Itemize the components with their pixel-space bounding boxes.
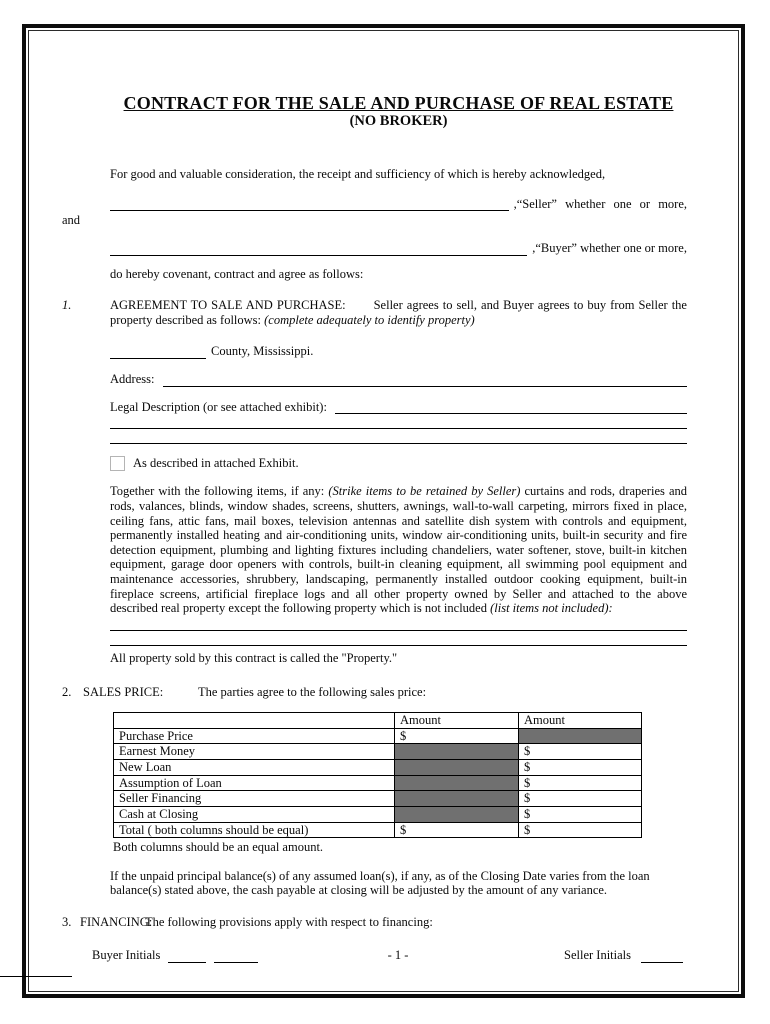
buyer-name-field[interactable]: [110, 242, 527, 256]
exhibit-checkbox-label: As described in attached Exhibit.: [133, 456, 299, 471]
section-3-number: 3.: [62, 915, 72, 929]
row-label: Cash at Closing: [114, 806, 395, 822]
blocked-cell: [395, 806, 519, 822]
amount-field[interactable]: $: [519, 775, 642, 791]
section-1-paragraph: [110, 298, 687, 327]
buyer-suffix-text: ,“Buyer” whether one or more,: [532, 240, 687, 255]
row-label: Total ( both columns should be equal): [114, 822, 395, 838]
equal-columns-note: Both columns should be an equal amount.: [113, 840, 324, 855]
amount-field[interactable]: $: [519, 806, 642, 822]
variance-note: If the unpaid principal balance(s) of any assumed loan(s), if any, as of the Closing Date varies from the loan balance(s) stated above, the cash payable at closing will be adjusted by the amount of any variance.: [110, 868, 650, 898]
section-1-heading: AGREEMENT TO SALE AND PURCHASE:: [110, 298, 346, 313]
list-items-instruction: (list items not included):: [490, 601, 613, 616]
table-row-purchase-price: [114, 728, 642, 744]
section-1-body: Seller agrees to sell, and Buyer agrees to buy from Seller the property described as follows:: [110, 298, 687, 327]
county-row: [110, 344, 687, 359]
section-2-number: 2.: [62, 684, 72, 699]
table-row-new-loan: [114, 760, 642, 776]
page-border-frame: [22, 24, 745, 998]
header-amount-2: Amount: [519, 713, 642, 729]
page-number: - 1 -: [387, 948, 409, 962]
section-1-agreement: [62, 298, 687, 327]
amount-field[interactable]: $: [519, 822, 642, 838]
contract-body: [29, 31, 738, 991]
section-2-intro: The parties agree to the following sales price:: [198, 684, 427, 699]
legal-description-row: [110, 400, 687, 415]
contract-title: CONTRACT FOR THE SALE AND PURCHASE OF REAL ESTATE: [123, 93, 674, 113]
legal-description-line-2[interactable]: [110, 414, 687, 429]
exhibit-checkbox-row: [110, 456, 687, 471]
section-1-number: 1.: [62, 298, 72, 313]
amount-field[interactable]: $: [519, 791, 642, 807]
contract-subtitle: (NO BROKER): [349, 113, 448, 129]
amount-field[interactable]: $: [519, 760, 642, 776]
buyer-initials-label: Buyer Initials: [92, 948, 161, 962]
seller-name-row: [110, 197, 687, 212]
not-included-line-1[interactable]: [110, 616, 687, 631]
blocked-cell: [395, 791, 519, 807]
address-field[interactable]: [163, 373, 687, 387]
address-label: Address:: [110, 372, 158, 386]
buyer-initials-group: [92, 948, 258, 963]
table-row-earnest-money: [114, 744, 642, 760]
table-row-seller-financing: [114, 791, 642, 807]
included-items-body: curtains and rods, draperies and rods, valances, blinds, window shades, screens, shutters, awnings, wall-to-wall carpeting, mirrors fixed in place, ceiling fans, attic fans, mail boxes, television antennas and satellite dish system with controls and equipment, permanently installed heating and air-conditioning units, window air-conditioning units, built-in security and fire detection equipment, plumbing and lighting fixtures including chandeliers, water softener, stove, built-in kitchen equipment, garage door openers with controls, built-in cleaning equipment, all swimming pool equipment and maintenance accessories, shrubbery, landscaping, permanently installed outdoor cooking equipment, built-in fireplace screens, artificial fireplace logs and all other property owned by Seller and attached to the above described real property except the following property which is not included: [110, 484, 687, 616]
section-2-sales-price: [62, 685, 687, 700]
consideration-text: For good and valuable consideration, the receipt and sufficiency of which is hereby acknowledged,: [110, 167, 606, 181]
row-label: Seller Financing: [114, 791, 395, 807]
page-inner-border: [28, 30, 739, 992]
property-definition-text: All property sold by this contract is called the "Property.": [110, 650, 398, 665]
table-row-cash-at-closing: [114, 806, 642, 822]
row-label: Purchase Price: [114, 728, 395, 744]
table-row-assumption-of-loan: [114, 775, 642, 791]
page-footer: [58, 948, 738, 964]
section-3-financing: [62, 915, 687, 930]
section-3-heading: FINANCING:: [80, 915, 153, 929]
sales-price-table: [113, 712, 642, 838]
row-label: Assumption of Loan: [114, 775, 395, 791]
amount-field[interactable]: $: [395, 822, 519, 838]
seller-initials-group: [564, 948, 683, 963]
legal-description-field[interactable]: [335, 400, 687, 414]
amount-field[interactable]: $: [519, 744, 642, 760]
blocked-cell: [395, 775, 519, 791]
stray-initials-line: [0, 976, 72, 977]
buyer-initials-field-1[interactable]: [168, 950, 206, 963]
blocked-cell: [395, 744, 519, 760]
strike-items-instruction: (Strike items to be retained by Seller): [328, 484, 521, 499]
included-items-paragraph: [110, 484, 687, 616]
legal-description-label: Legal Description (or see attached exhibit):: [110, 399, 331, 414]
address-row: [110, 372, 687, 387]
county-suffix-text: County, Mississippi.: [211, 344, 314, 359]
row-label: New Loan: [114, 760, 395, 776]
blocked-cell: [519, 728, 642, 744]
covenant-text: do hereby covenant, contract and agree as follows:: [110, 266, 364, 281]
buyer-name-row: [110, 241, 687, 256]
table-row-total: [114, 822, 642, 838]
seller-initials-field[interactable]: [641, 950, 683, 963]
exhibit-checkbox[interactable]: [110, 456, 125, 471]
included-items-lead: Together with the following items, if any:: [110, 484, 329, 499]
header-item-cell: [114, 713, 395, 729]
buyer-initials-field-2[interactable]: [214, 950, 258, 963]
amount-field[interactable]: $: [395, 728, 519, 744]
not-included-line-2[interactable]: [110, 631, 687, 646]
seller-initials-label: Seller Initials: [564, 948, 631, 962]
table-header-row: [114, 713, 642, 729]
and-connector: and: [62, 213, 81, 228]
legal-description-line-3[interactable]: [110, 429, 687, 444]
seller-name-field[interactable]: [110, 197, 509, 211]
county-field[interactable]: [110, 345, 206, 359]
header-amount-1: Amount: [395, 713, 519, 729]
seller-suffix-text: ,“Seller” whether one or more,: [513, 196, 687, 211]
section-1-instruction: (complete adequately to identify property): [264, 312, 475, 327]
blocked-cell: [395, 760, 519, 776]
section-2-heading: SALES PRICE:: [83, 684, 164, 699]
section-3-intro: The following provisions apply with respect to financing:: [145, 915, 433, 929]
row-label: Earnest Money: [114, 744, 395, 760]
